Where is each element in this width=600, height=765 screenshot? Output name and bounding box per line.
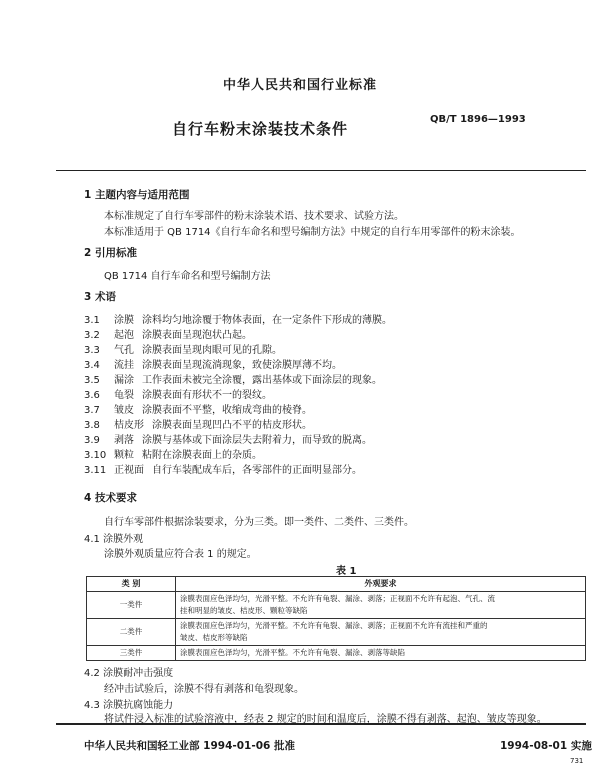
term-definition: 涂料均匀地涂覆于物体表面，在一定条件下形成的薄膜。 (142, 315, 392, 326)
term-number: 3.2 (84, 330, 100, 341)
ministry-heading: 中华人民共和国行业标准 (222, 78, 377, 93)
section-4-3-heading: 4.3 涂膜抗腐蚀能力 (84, 700, 174, 711)
term-item (84, 416, 312, 431)
table-cell-category: 二类件 (87, 619, 176, 646)
term-number: 3.5 (84, 375, 100, 386)
term-item (84, 356, 342, 371)
term-number: 3.6 (84, 390, 100, 401)
term-number: 3.11 (84, 465, 107, 476)
implementation-date: 1994-08-01 实施 (500, 740, 592, 752)
term-item (84, 446, 262, 461)
term-item (84, 341, 282, 356)
table-header-row (87, 577, 586, 592)
term-item (84, 461, 362, 476)
term-name: 颗粒 (114, 450, 134, 461)
header-divider (56, 170, 586, 171)
standard-code: QB/T 1896—1993 (430, 114, 526, 125)
term-item (84, 326, 252, 341)
term-name: 剥落 (114, 435, 134, 446)
term-name: 起泡 (114, 330, 134, 341)
table-cell-requirement (176, 646, 586, 661)
term-number: 3.9 (84, 435, 100, 446)
section-4-1-heading: 4.1 涂膜外观 (84, 534, 144, 545)
term-definition: 自行车装配成车后，各零部件的正面明显部分。 (152, 465, 362, 476)
term-name: 皱皮 (114, 405, 134, 416)
term-definition: 粘附在涂膜表面上的杂质。 (142, 450, 262, 461)
column-header-requirement: 外观要求 (176, 577, 586, 592)
term-item (84, 371, 382, 386)
approval-line: 中华人民共和国轻工业部 1994-01-06 批准 (84, 740, 295, 752)
table-cell-category: 三类件 (87, 646, 176, 661)
section-3-heading: 3 术语 (84, 291, 116, 303)
term-definition: 涂膜表面呈现流淌现象，致使涂膜厚薄不均。 (142, 360, 342, 371)
term-item (84, 386, 272, 401)
term-name: 流挂 (114, 360, 134, 371)
section-4-2-heading: 4.2 涂膜耐冲击强度 (84, 668, 174, 679)
section-4-2-text: 经冲击试验后，涂膜不得有剥落和龟裂现象。 (104, 684, 304, 695)
term-name: 漏涂 (114, 375, 134, 386)
term-name: 龟裂 (114, 390, 134, 401)
term-name: 气孔 (114, 345, 134, 356)
requirement-line: 涂膜表面应色泽均匀，光滑平整。不允许有龟裂、漏涂、剥落等缺陷 (180, 648, 405, 657)
table-cell-requirement (176, 592, 586, 619)
requirement-line: 挂和明显的皱皮、桔皮形、颗粒等缺陷 (180, 606, 308, 615)
section-1-paragraph-1: 本标准规定了自行车零部件的粉末涂装术语、技术要求、试验方法。 (104, 211, 404, 222)
term-definition: 涂膜与基体或下面涂层失去附着力，而导致的脱离。 (142, 435, 372, 446)
term-definition: 涂膜表面有形状不一的裂纹。 (142, 390, 272, 401)
term-definition: 涂膜表面呈现泡状凸起。 (142, 330, 252, 341)
term-number: 3.8 (84, 420, 100, 431)
section-2-heading: 2 引用标准 (84, 247, 137, 259)
table-cell-requirement (176, 619, 586, 646)
table-row (87, 646, 586, 661)
term-number: 3.3 (84, 345, 100, 356)
term-definition: 涂膜表面呈现肉眼可见的孔隙。 (142, 345, 282, 356)
requirement-line: 涂膜表面应色泽均匀，光滑平整。不允许有龟裂、漏涂、剥落；正视面不允许有起泡、气孔、流 (180, 594, 495, 603)
term-number: 3.10 (84, 450, 107, 461)
term-item (84, 401, 312, 416)
term-definition: 涂膜表面不平整，收缩成弯曲的棱脊。 (142, 405, 312, 416)
term-item (84, 431, 372, 446)
section-1-paragraph-2: 本标准适用于 QB 1714《自行车命名和型号编制方法》中规定的自行车用零部件的粉末涂装。 (104, 227, 521, 238)
term-number: 3.4 (84, 360, 100, 371)
section-4-intro: 自行车零部件根据涂装要求，分为三类。即一类件、二类件、三类件。 (104, 517, 414, 528)
term-definition: 涂膜表面呈现凹凸不平的桔皮形状。 (152, 420, 312, 431)
table-1-caption: 表 1 (336, 566, 357, 577)
table-row (87, 592, 586, 619)
term-name: 桔皮形 (114, 420, 144, 431)
section-4-3-text: 将试件浸入标准的试验溶液中，经表 2 规定的时间和温度后，涂膜不得有剥落、起泡、皱皮等现象。 (104, 714, 547, 725)
document-title: 自行车粉末涂装技术条件 (171, 120, 348, 138)
section-4-heading: 4 技术要求 (84, 492, 137, 504)
term-name: 涂膜 (114, 315, 134, 326)
term-name: 正视面 (114, 465, 144, 476)
term-number: 3.7 (84, 405, 100, 416)
table-1 (86, 576, 586, 661)
column-header-category: 类 别 (87, 577, 176, 592)
requirement-line: 皱皮、桔皮形等缺陷 (180, 633, 248, 642)
table-row (87, 619, 586, 646)
term-definition: 工作表面未被完全涂覆，露出基体或下面涂层的现象。 (142, 375, 382, 386)
table-cell-category: 一类件 (87, 592, 176, 619)
section-1-heading: 1 主题内容与适用范围 (84, 189, 190, 201)
page-number: 731 (570, 757, 584, 765)
footer-divider (56, 723, 586, 725)
section-4-1-text: 涂膜外观质量应符合表 1 的规定。 (104, 549, 257, 560)
term-item (84, 311, 392, 326)
term-number: 3.1 (84, 315, 100, 326)
requirement-line: 涂膜表面应色泽均匀，光滑平整。不允许有龟裂、漏涂、剥落；正视面不允许有流挂和严重的 (180, 621, 488, 630)
section-2-paragraph-1: QB 1714 自行车命名和型号编制方法 (104, 271, 271, 282)
